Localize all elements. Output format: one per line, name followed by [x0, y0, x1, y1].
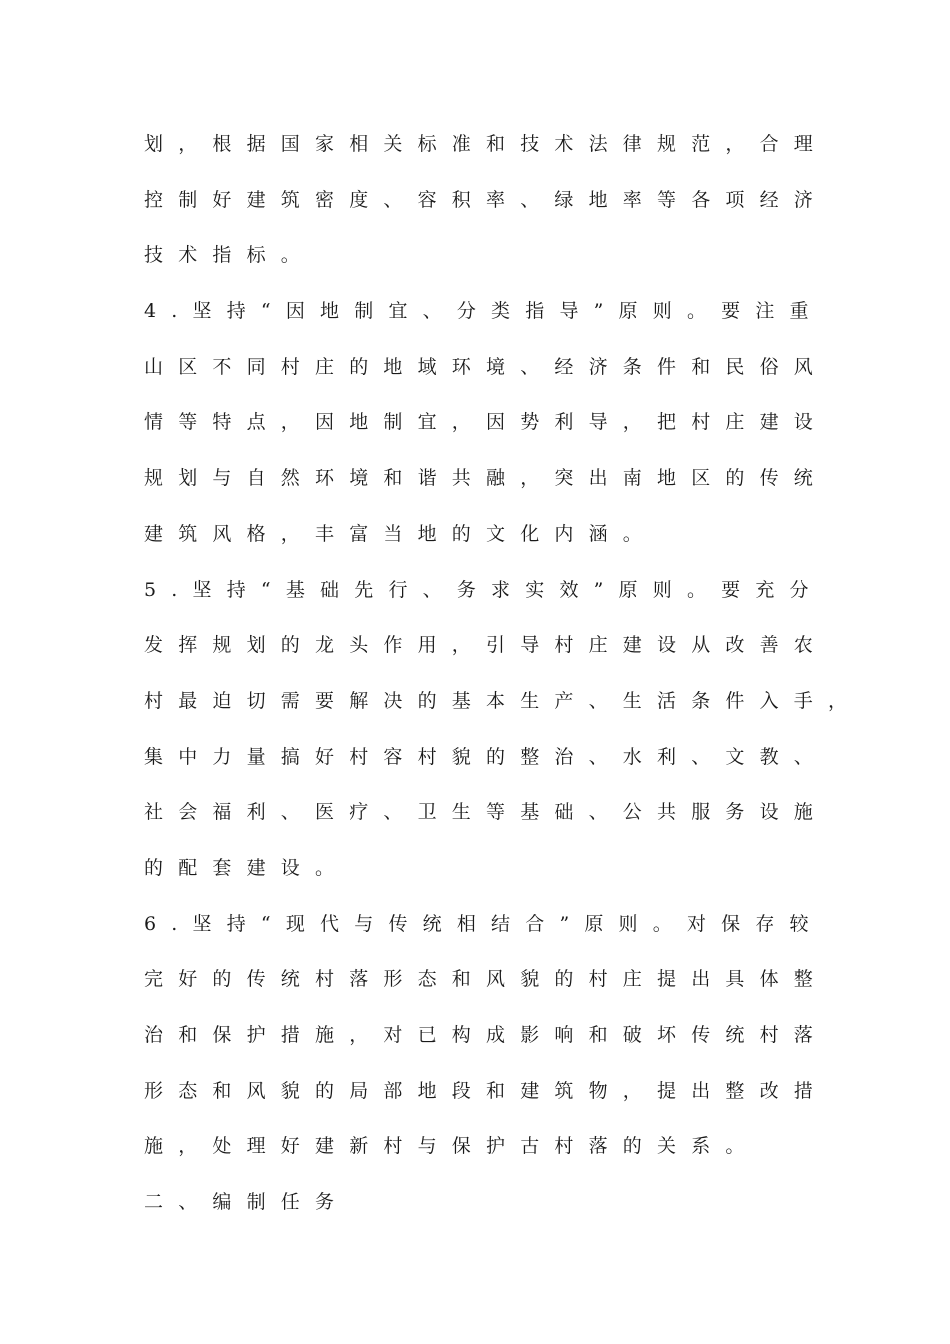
body-text [144, 128, 863, 1242]
text-line: 治和保护措施，对已构成影响和破坏传统村落 [144, 1024, 829, 1046]
principle-5-heading: 5.坚持“基础先行、务求实效”原则。要充分 [144, 578, 824, 601]
principle-4-heading: 4.坚持“因地制宜、分类指导”原则。要注重 [144, 300, 824, 323]
section-heading: 二、编制任务 [144, 1191, 350, 1214]
text-line: 规划与自然环境和谐共融，突出南地区的传统 [144, 467, 829, 490]
text-line: 发挥规划的龙头作用，引导村庄建设从改善农 [144, 634, 829, 657]
text-line: 控制好建筑密度、容积率、绿地率等各项经济 [144, 188, 829, 211]
text-line: 的配套建设。 [144, 856, 350, 879]
text-line: 完好的传统村落形态和风貌的村庄提出具体整 [144, 968, 829, 991]
text-line: 山区不同村庄的地域环境、经济条件和民俗风 [144, 355, 829, 378]
text-line: 情等特点，因地制宜，因势利导，把村庄建设 [144, 411, 829, 434]
text-line: 划，根据国家相关标准和技术法律规范，合理 [144, 133, 829, 155]
text-line: 建筑风格，丰富当地的文化内涵。 [144, 522, 658, 545]
text-line: 集中力量搞好村容村貌的整治、水利、文教、 [144, 745, 829, 768]
text-line: 施，处理好建新村与保护古村落的关系。 [144, 1135, 760, 1158]
text-line: 形态和风貌的局部地段和建筑物，提出整改措 [144, 1079, 829, 1102]
text-line: 村最迫切需要解决的基本生产、生活条件入手， [144, 689, 863, 712]
text-line: 技术指标。 [144, 244, 316, 267]
principle-6-heading: 6.坚持“现代与传统相结合”原则。对保存较 [144, 912, 824, 935]
text-line: 社会福利、医疗、卫生等基础、公共服务设施 [144, 801, 829, 824]
